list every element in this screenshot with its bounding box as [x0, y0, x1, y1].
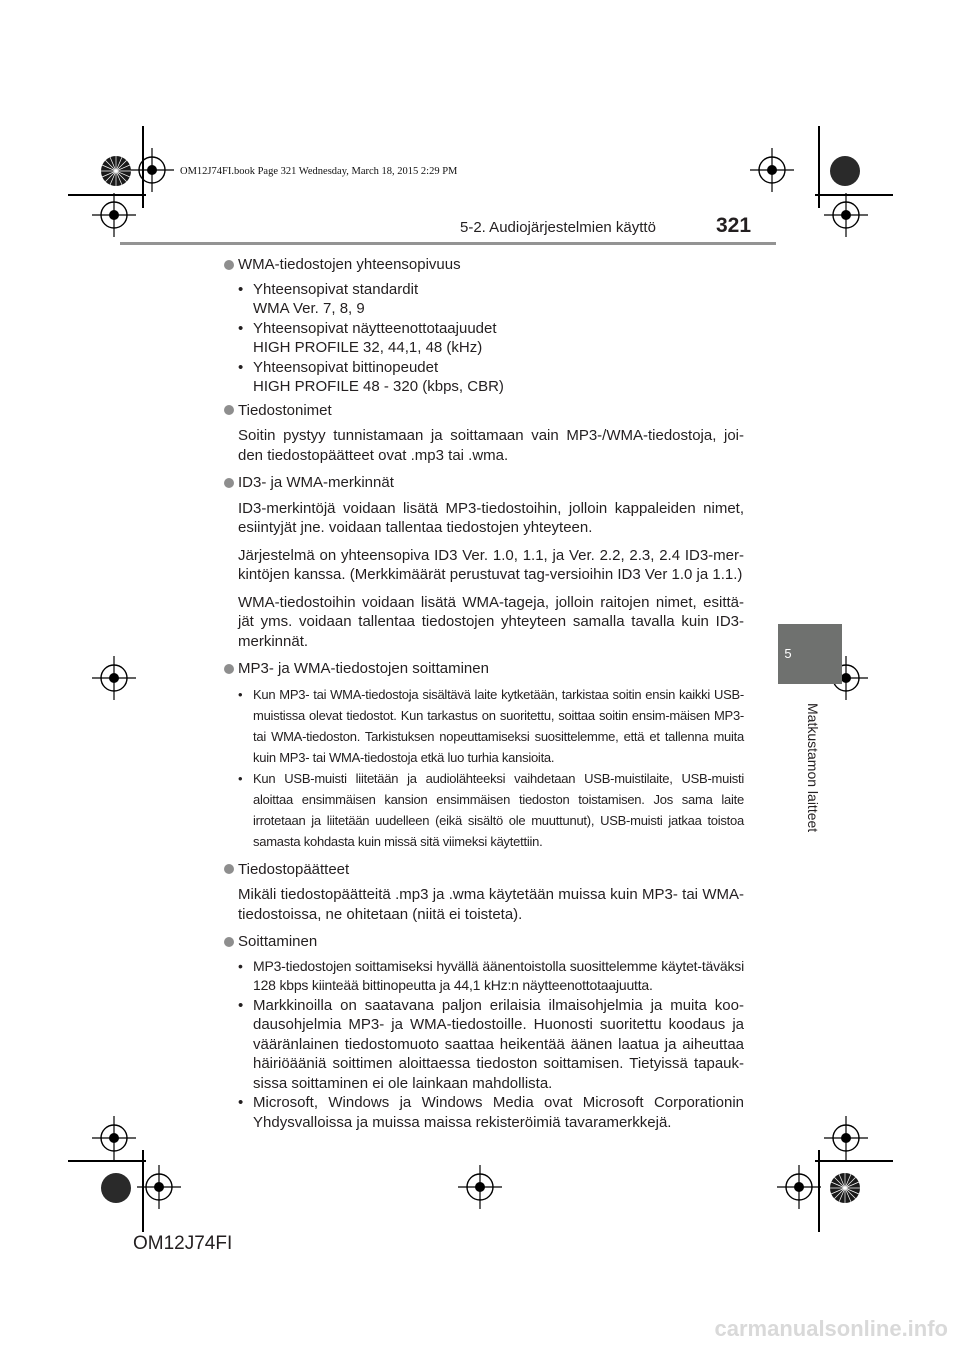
list-item: • Markkinoilla on saatavana paljon erilaisia ilmaisohjelmia ja muita koo-dausohjelmia MP3- ja WMA-tiedostoille. Huonosti suoritettu koodaus ja vääränlainen tiedostomuoto saattaa heikentää äänen laatua ja aiheuttaa häiriöääniä soittimen aloittaessa tiedoston soittamisen. Tietyissä tapauk-sissa soittaminen ei ole lainkaan mahdollista.: [238, 996, 744, 1094]
bullet-dot-icon: [224, 937, 234, 947]
list-item: [238, 319, 744, 358]
section-heading: WMA-tiedostojen yhteensopivuus: [238, 256, 461, 273]
bullet-dot-icon: [224, 478, 234, 488]
list-item: • Microsoft, Windows ja Windows Media ovat Microsoft Corporationin Yhdysvalloissa ja muissa maissa rekisteröimiä tavaramerkkejä.: [238, 1093, 744, 1132]
section-title: 5-2. Audiojärjestelmien käyttö: [460, 219, 656, 236]
paragraph: Mikäli tiedostopäätteitä .mp3 ja .wma käytetään muissa kuin MP3- tai WMA-tiedostoissa, ne ohitetaan (niitä ei toisteta).: [238, 886, 744, 923]
section-id3-tags: [224, 473, 744, 651]
registration-mark-icon: [130, 148, 174, 192]
starburst-target-icon: [829, 1172, 861, 1204]
page-body: [224, 255, 744, 1136]
section-file-names: [224, 401, 744, 466]
list-item: • Kun MP3- tai WMA-tiedostoja sisältävä laite kytketään, tarkistaa soitin ensin kaikki USB-muistissa olevat tiedostot. Kun tarkastus on suoritettu, soittaa soitin ensim-mäisen MP3- tai WMA-tiedoston. Tarkistuksen nopeuttamiseksi suosittelemme, että et tallenna muita kuin MP3- tai WMA-tiedostoja etkä luo turhia kansioita.: [238, 684, 744, 768]
registration-mark-icon: [92, 1116, 136, 1160]
solid-disc-icon: [100, 1172, 132, 1204]
registration-mark-icon: [777, 1165, 821, 1209]
section-playback-files: [224, 659, 744, 852]
section-heading: Tiedostonimet: [238, 401, 332, 419]
chapter-number: 5: [784, 646, 792, 661]
crop-line: [815, 1160, 893, 1162]
paragraph: WMA-tiedostoihin voidaan lisätä WMA-tageja, jolloin raitojen nimet, esittä-jät yms. voidaan tallentaa tiedostojen yhteyteen samalla tavalla kuin ID3-merkinnät.: [238, 593, 744, 650]
bullet-dot-icon: [224, 260, 234, 270]
print-slug: OM12J74FI.book Page 321 Wednesday, March 18, 2015 2:29 PM: [180, 166, 458, 177]
registration-mark-icon: [824, 193, 868, 237]
header-rule: [120, 242, 776, 245]
spec-value: HIGH PROFILE 48 - 320 (kbps, CBR): [253, 378, 504, 395]
bullet-dot-icon: [224, 664, 234, 674]
registration-mark-icon: [824, 1116, 868, 1160]
registration-mark-icon: [137, 1165, 181, 1209]
chapter-label: Matkustamon laitteet: [805, 703, 821, 833]
bullet-list: [238, 957, 744, 1133]
bullet-dot-icon: [224, 405, 234, 415]
section-file-extensions: [224, 860, 744, 925]
page-number: 321: [716, 214, 752, 237]
spec-list: [238, 280, 744, 397]
spec-title: Yhteensopivat standardit: [253, 280, 419, 298]
section-wma-compatibility: [224, 255, 744, 397]
section-heading: Tiedostopäätteet: [238, 860, 350, 878]
starburst-target-icon: [100, 155, 132, 187]
list-item: • Kun USB-muisti liitetään ja audiolähteeksi vaihdetaan USB-muistilaite, USB-muisti aloittaa ensimmäisen kansion ensimmäisen tiedoston toistamisen. Jos sama laite irrotetaan ja liitetään uudelleen (eikä sisältö ole muuttunut), USB-muisti jatkaa toistoa samasta kohdasta kuin missä sitä viimeksi käytettiin.: [238, 768, 744, 852]
crop-line: [68, 1160, 146, 1162]
bullet-list: [238, 684, 744, 852]
list-item: [238, 280, 744, 319]
paragraph: Järjestelmä on yhteensopiva ID3 Ver. 1.0, 1.1, ja Ver. 2.2, 2.3, 2.4 ID3-mer-kintöjen kanssa. (Merkkimäärät perustuvat tag-versioihin ID3 Ver 1.0 ja 1.1.): [238, 546, 744, 583]
paragraph: Soitin pystyy tunnistamaan ja soittamaan vain MP3-/WMA-tiedostoja, joi-den tiedostopäätteet ovat .mp3 tai .wma.: [238, 427, 744, 464]
document-code: OM12J74FI: [133, 1233, 233, 1254]
section-heading: ID3- ja WMA-merkinnät: [238, 474, 394, 491]
section-heading: Soittaminen: [238, 933, 318, 950]
section-heading: MP3- ja WMA-tiedostojen soittaminen: [238, 660, 489, 677]
section-playback: [224, 932, 744, 1132]
list-item: • MP3-tiedostojen soittamiseksi hyvällä äänentoistolla suosittelemme käytet-täväksi 128 kbps kiinteää bittinopeutta ja 44,1 kHz:n näytteenottotaajuutta.: [238, 957, 744, 996]
bullet-dot-icon: [224, 864, 234, 874]
spec-value: HIGH PROFILE 32, 44,1, 48 (kHz): [253, 339, 483, 356]
spec-value: WMA Ver. 7, 8, 9: [253, 300, 365, 317]
paragraph: ID3-merkintöjä voidaan lisätä MP3-tiedostoihin, jolloin kappaleiden nimet, esiintyjät jne. voidaan tallentaa tiedostojen yhteyteen.: [238, 499, 744, 536]
spec-title: Yhteensopivat bittinopeudet: [253, 358, 439, 376]
registration-mark-icon: [92, 193, 136, 237]
registration-mark-icon: [750, 148, 794, 192]
registration-mark-icon: [92, 656, 136, 700]
list-item: [238, 358, 744, 397]
spec-title: Yhteensopivat näytteenottotaajuudet: [253, 319, 497, 337]
registration-mark-icon: [458, 1165, 502, 1209]
watermark: carmanualsonline.info: [714, 1316, 948, 1341]
solid-disc-icon: [829, 155, 861, 187]
